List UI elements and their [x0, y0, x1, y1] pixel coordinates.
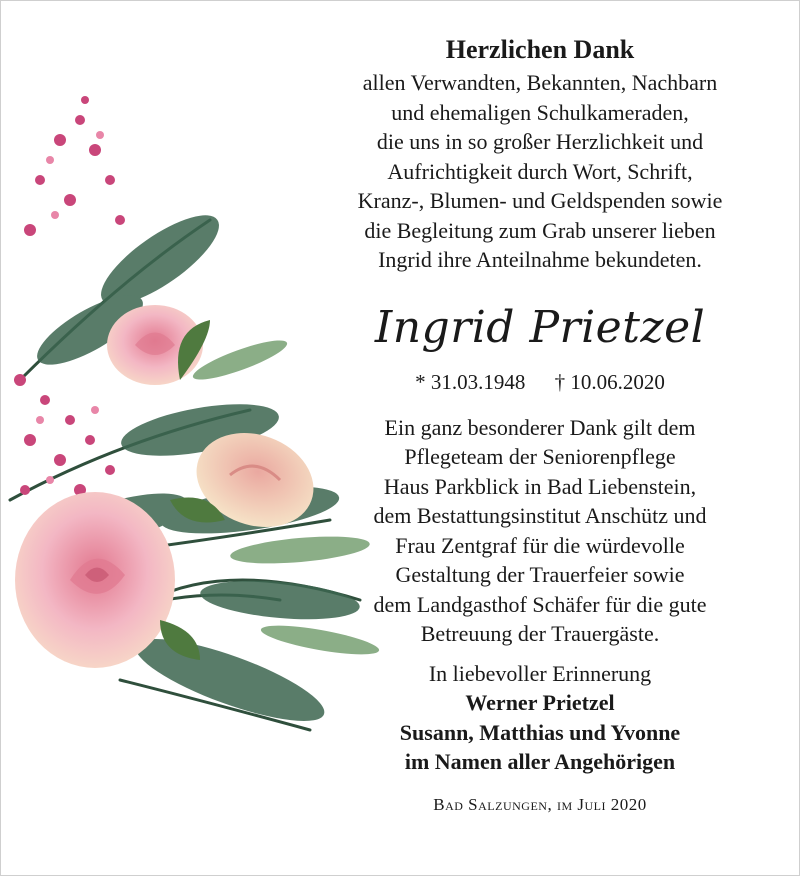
- intro-line: Ingrid ihre Anteilnahme bekundeten.: [378, 247, 702, 272]
- remembrance-line: In liebevoller Erinnerung: [428, 660, 652, 686]
- notice-text-column: [300, 34, 780, 815]
- thanks-line: dem Bestattungsinstitut Anschütz und: [373, 503, 707, 528]
- thanks-line: dem Landgasthof Schäfer für die gute: [373, 591, 707, 617]
- signer-line: Susann, Matthias und Yvonne: [399, 719, 681, 745]
- thanks-line: Gestaltung der Trauerfeier sowie: [395, 562, 685, 587]
- thanks-paragraph: [300, 413, 780, 649]
- birth-date: * 31.03.1948: [415, 369, 526, 394]
- thanks-line: Frau Zentgraf für die würdevolle: [395, 532, 685, 558]
- place-date: Bad Salzungen, im Juli 2020: [433, 794, 647, 814]
- thanks-line: Haus Parkblick in Bad Liebenstein,: [383, 473, 697, 499]
- intro-line: Kranz-, Blumen- und Geldspenden sowie: [357, 188, 723, 213]
- intro-line: und ehemaligen Schulkameraden,: [391, 99, 689, 125]
- thanks-line: Ein ganz besonderer Dank gilt dem: [384, 414, 696, 440]
- signer-line: im Namen aller Angehörigen: [404, 749, 676, 774]
- signoff: [300, 659, 780, 689]
- intro-line: Aufrichtigkeit durch Wort, Schrift,: [387, 158, 693, 184]
- thanks-line: Pflegeteam der Seniorenpflege: [404, 444, 676, 469]
- thanks-line: Betreuung der Trauergäste.: [420, 621, 660, 646]
- life-dates: [300, 367, 780, 397]
- signer-line: Werner Prietzel: [465, 690, 615, 715]
- intro-line: die uns in so großer Herzlichkeit und: [376, 129, 704, 154]
- signers: [300, 688, 780, 777]
- deceased-name: Ingrid Prietzel: [374, 301, 706, 353]
- intro-line: die Begleitung zum Grab unserer lieben: [364, 217, 716, 243]
- intro-paragraph: [300, 68, 780, 275]
- notice-heading: Herzlichen Dank: [445, 35, 635, 64]
- intro-line: allen Verwandten, Bekannten, Nachbarn: [362, 70, 718, 95]
- death-date: † 10.06.2020: [554, 369, 665, 394]
